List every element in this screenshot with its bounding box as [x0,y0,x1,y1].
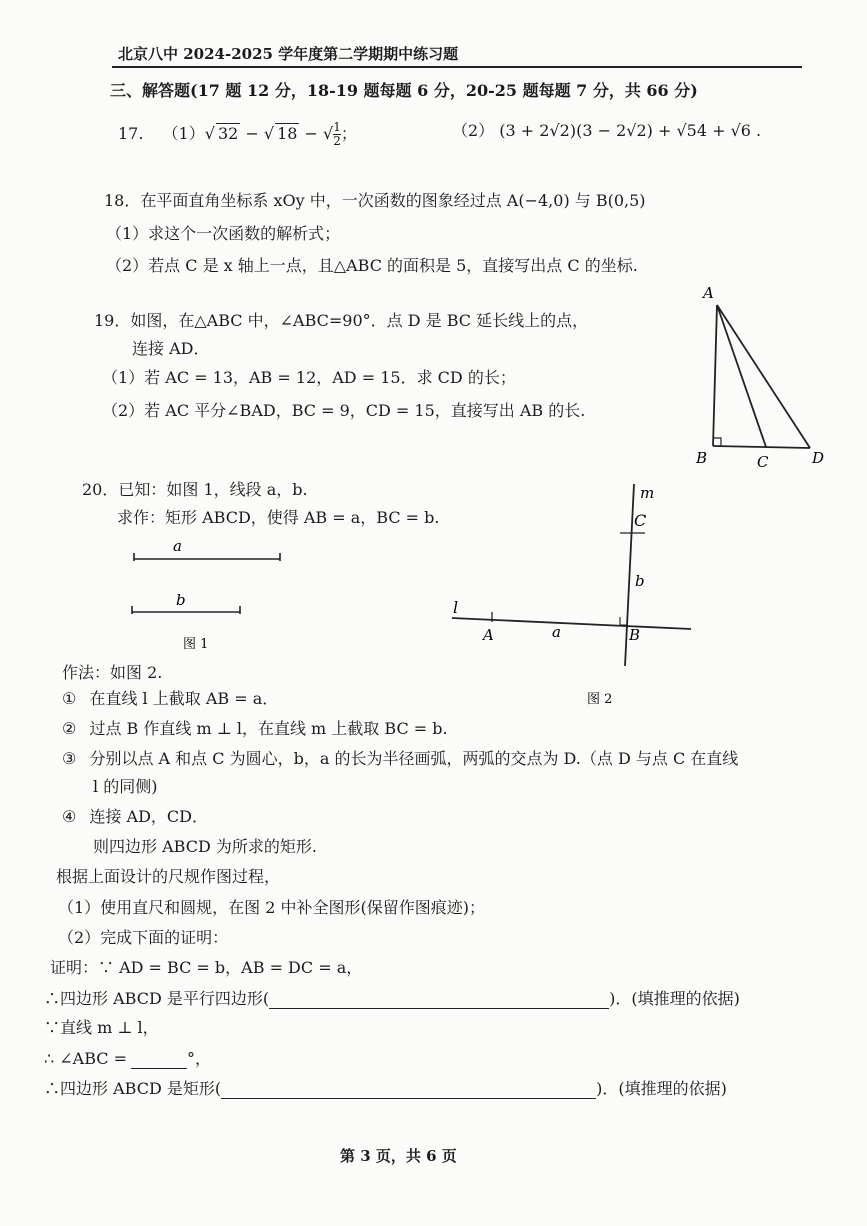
step1-text: 在直线 l 上截取 AB = a． [89,689,279,708]
q20-step3-cont: l 的同侧) [93,777,158,796]
answer-blank-3[interactable] [221,1078,596,1099]
q17-p1-end: ； [340,124,357,143]
q19-segment-ad [717,305,810,448]
step1-number: ① [62,689,77,708]
proof-line2-end: )．(填推理的依据) [609,989,740,1008]
fig2-label-m: m [640,484,655,502]
q20-figure1 [120,532,300,657]
answer-blank-1[interactable] [269,988,609,1009]
proof-line3: ∵直线 m ⊥ l， [44,1018,159,1037]
fig2-label-c: C [634,511,647,530]
q18-part1: （1）求这个一次函数的解析式； [106,224,341,243]
proof-line4-end: °， [187,1049,212,1068]
step2-number: ② [62,719,77,738]
q18-stem: 18．在平面直角坐标系 xOy 中，一次函数的图象经过点 A(−4,0) 与 B(0,5) [104,191,646,210]
fig2-label-l: l [453,598,459,617]
q17-fraction [333,121,341,148]
q20-step1 [62,689,278,709]
q19-part1: （1）若 AC = 13，AB = 12，AD = 15．求 CD 的长； [102,368,516,387]
fig2-label-b-point: B [629,626,641,644]
q17-p2-expression: (3 + 2√2)(3 − 2√2) + √54 + √6 . [499,121,762,140]
q17-p1-label: （1） [162,124,205,143]
page-header: 北京八中 2024-2025 学年度第二学期期中练习题 [118,45,459,63]
q19-label-d: D [812,449,825,467]
q20-conclusion: 则四边形 ABCD 为所求的矩形. [93,837,317,856]
q20-step3 [62,749,738,769]
q19-label-c: C [757,453,769,471]
q19-figure [690,280,840,475]
fig1-caption: 图 1 [183,637,209,652]
step3-text: 分别以点 A 和点 C 为圆心，b，a 的长为半径画弧，两弧的交点为 D.（点 D 与点 C 在直线 [89,749,739,768]
q19-stem-line2: 连接 AD． [132,339,210,358]
q20-stem-line1: 20．已知：如图 1，线段 a，b. [82,480,308,499]
section-title: 三、解答题(17 题 12 分，18-19 题每题 6 分，20-25 题每题 7 分，共 66 分) [110,81,698,100]
fig1-label-b: b [176,591,186,609]
q19-label-b: B [696,449,708,467]
q17-number: 17. [118,124,144,143]
q19-label-a: A [703,284,714,302]
q20-figure2 [440,478,700,708]
q20-part1: （1）使用直尺和圆规，在图 2 中补全图形(保留作图痕迹)； [58,898,486,917]
proof-line4 [44,1048,211,1069]
proof-line2 [44,988,740,1009]
q17-frac-den: 2 [333,134,341,148]
step2-text: 过点 B 作直线 m ⊥ l，在直线 m 上截取 BC = b. [89,719,448,738]
proof-line1: 证明：∵ AD = BC = b，AB = DC = a， [50,958,363,977]
q20-method: 作法：如图 2. [62,663,163,682]
q19-segment-bd [713,446,810,448]
q20-stem-line2: 求作：矩形 ABCD，使得 AB = a，BC = b. [117,508,440,527]
fig2-label-b-length: b [635,572,645,590]
proof-line5-start: ∴四边形 ABCD 是矩形( [44,1079,222,1098]
header-rule [112,66,802,68]
q17-frac-num: 1 [333,120,341,134]
q18-part2: （2）若点 C 是 x 轴上一点，且△ABC 的面积是 5，直接写出点 C 的坐标. [106,256,638,275]
q17-part2 [452,121,761,141]
fig2-caption: 图 2 [587,692,613,707]
step4-number: ④ [62,807,77,826]
step3-number: ③ [62,749,77,768]
proof-line4-start: ∴ ∠ABC = [44,1049,128,1068]
answer-blank-2[interactable] [131,1048,187,1069]
q17-radical-1: 32 [217,124,239,143]
step4-text: 连接 AD，CD． [89,807,208,826]
q19-right-angle-mark [713,438,721,446]
q19-segment-ac [717,305,766,447]
q19-segment-ab [713,305,717,446]
proof-line5 [44,1078,727,1099]
proof-line5-end: )．(填推理的依据) [596,1079,727,1098]
q19-part2: （2）若 AC 平分∠BAD，BC = 9，CD = 15，直接写出 AB 的长. [102,401,586,420]
q17-minus-1: − [245,124,259,143]
q20-intro: 根据上面设计的尺规作图过程， [56,867,281,886]
q20-step4 [62,807,208,827]
q17-part1: 17. （1）√ 32 − √ 18 − √ $\frac{1}{2}$ ； [118,120,357,148]
fig2-label-a-point: A [483,626,494,644]
q19-stem-line1: 19．如图，在△ABC 中，∠ABC=90°．点 D 是 BC 延长线上的点， [94,311,589,330]
q17-p2-label: （2） [452,121,495,140]
fig1-label-a: a [173,537,182,555]
q20-part2: （2）完成下面的证明： [58,928,229,947]
q17-minus-2: − [304,124,318,143]
proof-line2-start: ∴四边形 ABCD 是平行四边形( [44,989,270,1008]
page-footer: 第 3 页，共 6 页 [340,1147,457,1165]
q17-radical-2: 18 [277,124,298,143]
q20-step2 [62,719,448,739]
fig2-label-a-length: a [552,623,561,641]
